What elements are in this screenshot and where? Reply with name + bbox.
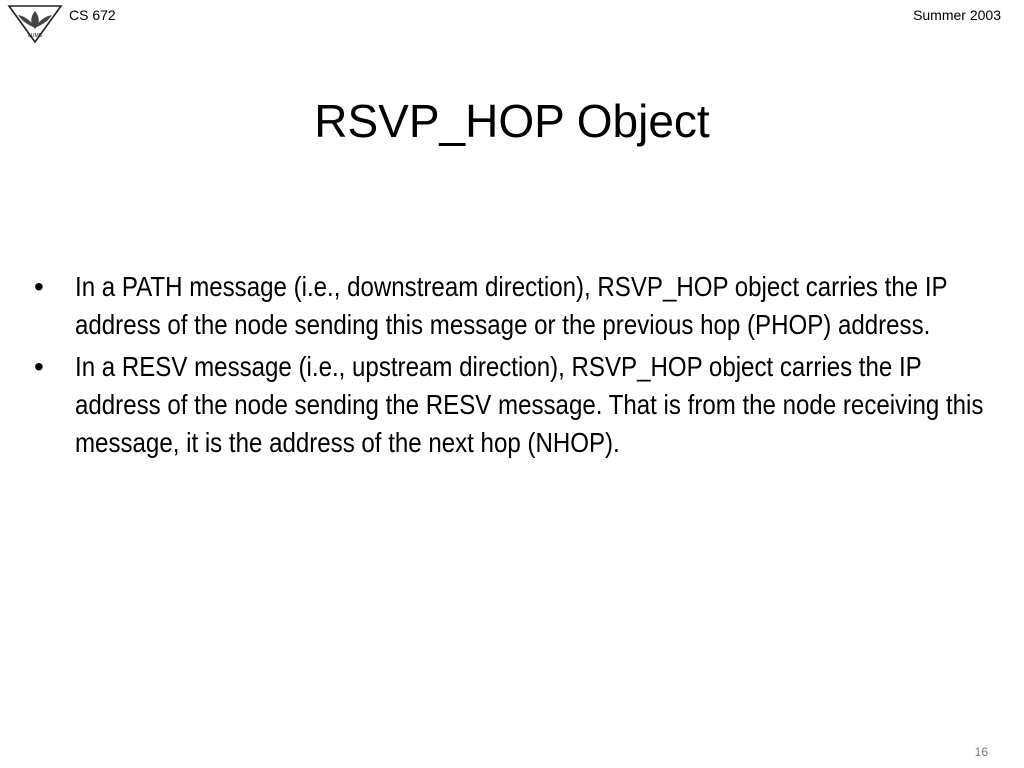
bullet-dot-icon: • (34, 351, 44, 382)
lums-logo (6, 2, 64, 44)
logo-text: LUMS (28, 33, 42, 39)
course-code: CS 672 (69, 7, 116, 23)
bullet-list (30, 268, 1000, 466)
page-number: 16 (974, 745, 988, 759)
bullet-item (30, 268, 1000, 344)
bullet-dot-icon: • (34, 271, 44, 302)
bullet-item (30, 348, 1000, 462)
term-label: Summer 2003 (913, 7, 1001, 23)
slide-title: RSVP_HOP Object (314, 95, 710, 147)
bullet-text: In a RESV message (i.e., upstream direction), RSVP_HOP object carries the IP address of the node sending the RESV message. That is from the node receiving this message, it is the address of the next hop (NHOP). (75, 351, 984, 458)
bullet-text: In a PATH message (i.e., downstream direction), RSVP_HOP object carries the IP address of the node sending this message or the previous hop (PHOP) address. (75, 271, 948, 340)
